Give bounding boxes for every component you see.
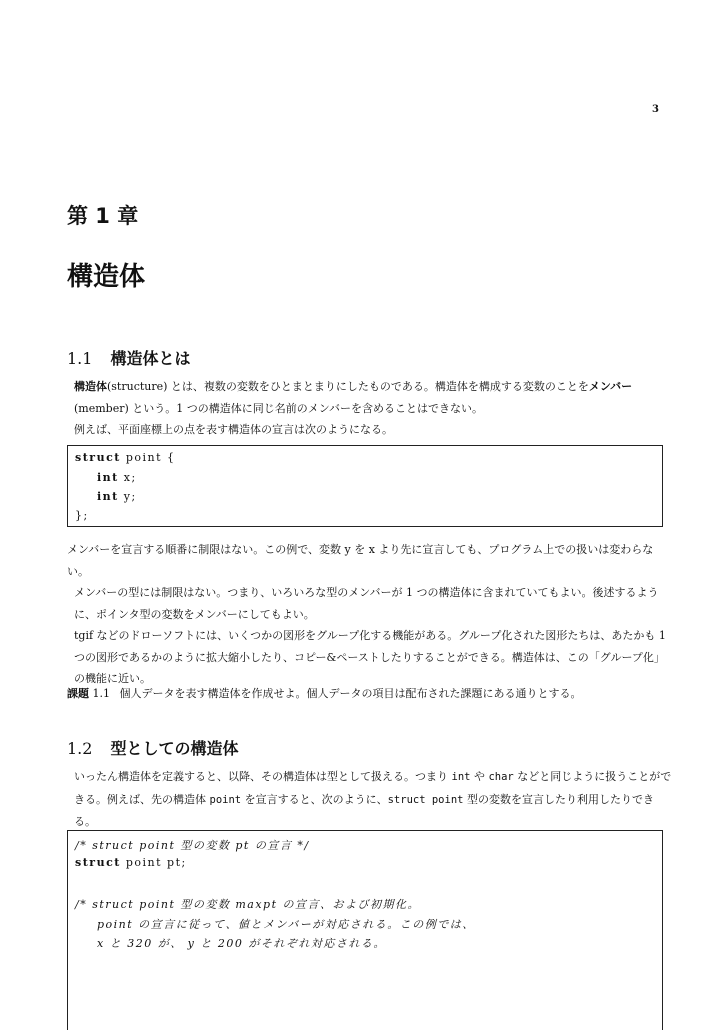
paragraph-grouping-analogy: tgif などのドローソフトには、いくつかの図形をグループ化する機能がある。グループ化された図形たちは、あたかも 1 つの図形であるかのように拡大縮小したり、コピー&ペーストしたりすることができる。構造体は、この「グループ化」の機能に近い。 xyxy=(74,629,666,685)
code-comment: /* struct point 型の変数 pt の宣言 */ xyxy=(75,839,310,852)
code-comment: x と 320 が、 y と 200 がそれぞれ対応される。 xyxy=(97,937,386,950)
code-line: struct point { xyxy=(75,451,176,464)
exercise-label: 課題 xyxy=(67,687,89,700)
code-line: int y; xyxy=(97,490,137,503)
chapter-label: 第 1 章 xyxy=(67,204,139,228)
paragraph-member-order: メンバーを宣言する順番に制限はない。この例で、変数 y を x より先に宣言しても、プログラム上での扱いは変わらない。 xyxy=(67,543,654,578)
section-number: 1.2 xyxy=(67,739,93,758)
paragraph-struct-as-type: いったん構造体を定義すると、以降、その構造体は型として扱える。つまり int や char などと同じように扱うことができる。例えば、先の構造体 point を宣言すると、次のように、struct point 型の変数を宣言したり利用したりできる。 xyxy=(74,770,672,828)
inline-code: char xyxy=(488,771,514,783)
section-title: 構造体とは xyxy=(110,349,191,368)
code-line: struct point pt; xyxy=(75,856,187,869)
inline-code: int xyxy=(451,771,471,783)
page-number: 3 xyxy=(652,104,659,115)
inline-code: struct point xyxy=(387,793,464,806)
exercise-number: 1.1 xyxy=(92,687,110,700)
section-number: 1.1 xyxy=(67,349,93,368)
term-structure: 構造体 xyxy=(74,380,107,393)
section-heading-1-1 xyxy=(67,346,190,369)
paragraph-structure-definition xyxy=(67,376,674,419)
section-title: 型としての構造体 xyxy=(110,739,239,758)
section-heading-1-2 xyxy=(67,736,238,759)
exercise-text: 個人データを表す構造体を作成せよ。個人データの項目は配布された課題にある通りとする。 xyxy=(119,687,582,700)
paragraph-example-intro: 例えば、平面座標上の点を表す構造体の宣言は次のようになる。 xyxy=(74,423,393,436)
code-block-struct-variables xyxy=(67,830,663,1030)
code-block-struct-point xyxy=(67,445,663,527)
paragraph-text: (structure) とは、複数の変数をひとまとまりにしたものである。構造体を構成する変数のことを xyxy=(107,380,589,393)
chapter-title: 構造体 xyxy=(67,262,146,292)
exercise-1-1 xyxy=(67,683,667,705)
inline-code: point xyxy=(209,793,242,806)
code-comment: /* struct point 型の変数 maxpt の宣言、および初期化。 xyxy=(75,898,421,911)
paragraph-text: (member) という。1 つの構造体に同じ名前のメンバーを含めることはできない。 xyxy=(74,401,483,415)
paragraph-member-types: メンバーの型には制限はない。つまり、いろいろな型のメンバーが 1 つの構造体に含まれていてもよい。後述するように、ポインタ型の変数をメンバーにしてもよい。 xyxy=(74,586,659,621)
term-member: メンバー xyxy=(588,380,633,393)
code-line: int x; xyxy=(97,471,137,484)
code-comment: point の宣言に従って、値とメンバーが対応される。この例では、 xyxy=(97,918,475,931)
code-line: }; xyxy=(75,509,89,522)
